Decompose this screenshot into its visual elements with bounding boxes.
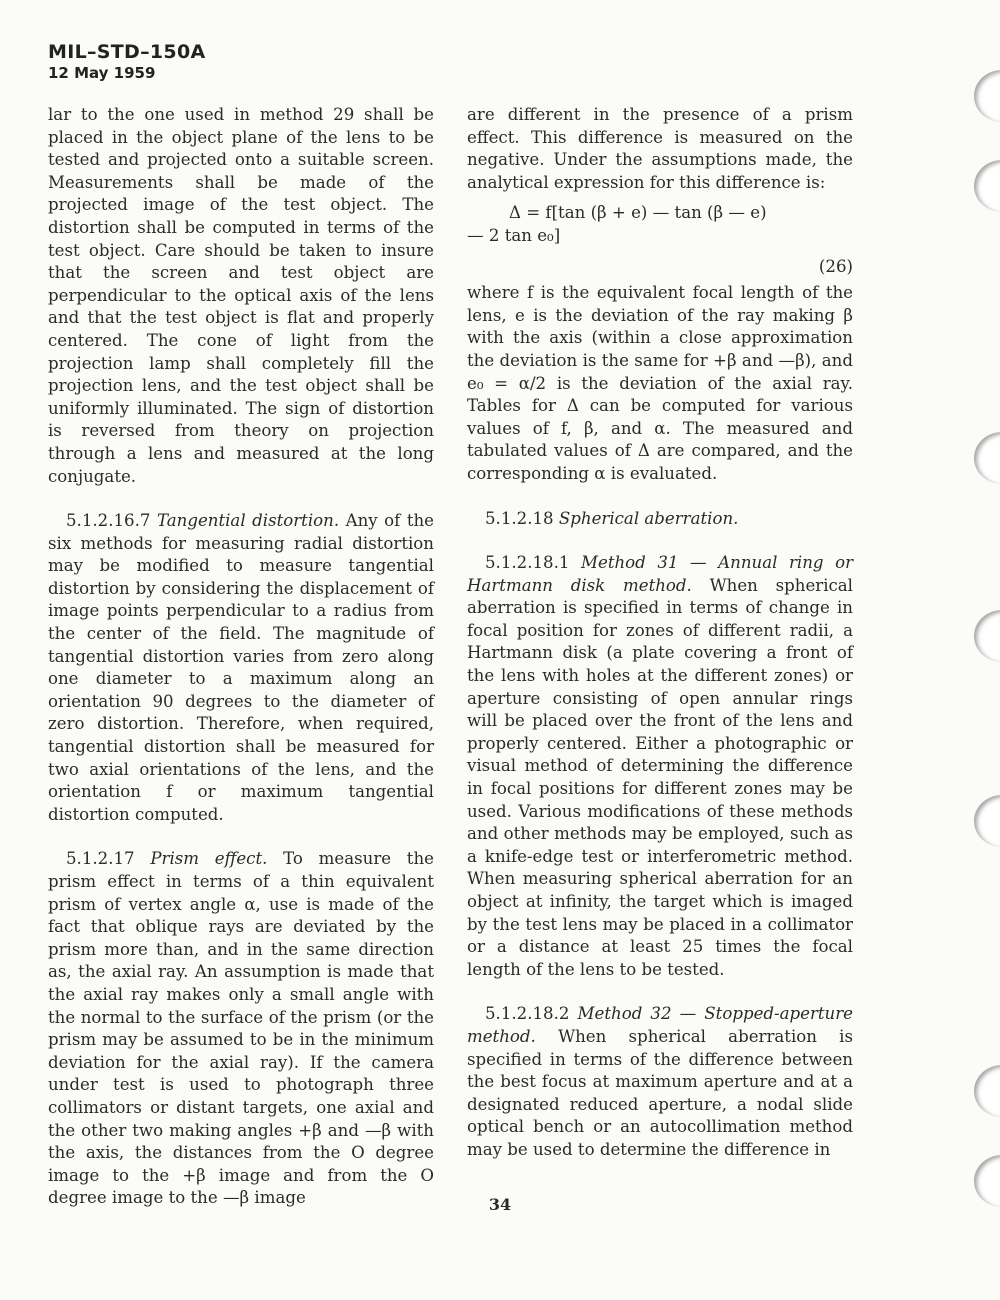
section-5-1-2-18-1 (467, 552, 853, 981)
equation-line: Δ = f[tan (β + e) — tan (β — e) (509, 203, 767, 223)
equation-explanation: where f is the equivalent focal length of the lens, e is the deviation of the ray making β with the axis (within a close approximation the deviation is the same for +β and —β), and e₀ = α/2 is the deviation of the axial ray. Tables for Δ can be computed for various values of f, β, and α. The measured and tabulated values of Δ are compared, and the corresponding α is evaluated. (467, 283, 853, 483)
section-5-1-2-17 (48, 848, 434, 1210)
page-number: 34 (488, 1195, 512, 1214)
standard-number: MIL–STD–150A (48, 41, 206, 63)
section-title: Spherical aberration. (558, 508, 739, 528)
section-number: 5.1.2.16.7 (66, 511, 151, 531)
section-title: Tangential distortion. (156, 511, 340, 531)
section-title: Prism effect. (150, 849, 268, 869)
section-5-1-2-18-2 (467, 1003, 853, 1161)
binder-hole (974, 70, 1000, 122)
binder-hole (974, 160, 1000, 212)
section-text: Any of the six methods for measuring radial distortion may be modified to measure tangential distortion by considering the displacement of image points perpendicular to a radius from the center of the field. The magnitude of tangential distortion varies from zero along one diameter to a maximum along an orientation 90 degrees to the diameter of zero distortion. Therefore, when required, tangential distortion shall be measured for two axial orientations of the lens, and the orientation f or maximum tangential distortion computed. (48, 511, 434, 824)
section-title: Method 32 — Stopped-aperture method. (467, 1004, 853, 1046)
section-text: To measure the prism effect in terms of a thin equivalent prism of vertex angle α, use is made of the fact that oblique rays are deviated by the prism more than, and in the same direction as, the axial ray. An assumption is made that the axial ray makes only a small angle with the normal to the surface of the prism (or the prism may be assumed to be in the minimum deviation for the axial ray). If the camera under test is used to photograph three collimators or distant targets, one axial and the other two making angles +β and —β with the axis, the distances from the O degree image to the +β image and from the O degree image to the —β image (48, 849, 434, 1208)
binder-hole (974, 432, 1000, 484)
document-header (48, 40, 205, 82)
continued-paragraph: are different in the presence of a prism effect. This difference is measured on the negative. Under the assumptions made, the analytical expression for this difference is: (467, 105, 853, 192)
section-text: When spherical aberration is specified in terms of change in focal position for zones of different radii, a Hartmann disk (a plate covering a front of the lens with holes at the different zones) or aperture consisting of open annular rings will be placed over the front of the lens and properly centered. Either a photographic or visual method of determining the difference in focal positions for different zones may be used. Various modifications of these methods and other methods may be employed, such as a knife-edge test or interferometric method. When measuring spherical aberration for an object at infinity, the target which is imaged by the test lens may be placed in a collimator or a distance at least 25 times the focal length of the lens to be tested. (467, 575, 853, 979)
equation-line: — 2 tan e₀] (467, 225, 561, 245)
section-5-1-2-18 (467, 508, 853, 531)
continued-paragraph: lar to the one used in method 29 shall be placed in the object plane of the lens to be tested and projected onto a suitable screen. Measurements shall be made of the projected image of the test object. The distortion shall be computed in terms of the test object. Care should be taken to insure that the screen and test object are perpendicular to the optical axis of the lens and that the test object is flat and properly centered. The cone of light from the projection lamp shall completely fill the projection lens, and the test object shall be uniformly illuminated. The sign of distortion is reversed from theory on projection through a lens and measured at the long conjugate. (48, 105, 434, 486)
right-column (467, 104, 853, 1162)
section-text: When spherical aberration is specified in terms of the difference between the best focus at maximum aperture and at a designated reduced aperture, a nodal slide optical bench or an autocollimation method may be used to determine the difference in (467, 1026, 853, 1159)
section-number: 5.1.2.18 (485, 508, 554, 528)
section-number: 5.1.2.18.1 (485, 553, 570, 573)
section-title: Method 31 — Annual ring or Hartmann disk method. (467, 553, 853, 595)
left-column (48, 104, 434, 1210)
section-number: 5.1.2.18.2 (485, 1004, 570, 1024)
section-5-1-2-16-7 (48, 510, 434, 826)
binder-hole (974, 795, 1000, 847)
binder-hole (974, 610, 1000, 662)
equation-26 (467, 202, 853, 278)
binder-hole (974, 1065, 1000, 1117)
section-number: 5.1.2.17 (66, 849, 135, 869)
document-date: 12 May 1959 (48, 64, 156, 82)
equation-number: (26) (818, 256, 853, 276)
